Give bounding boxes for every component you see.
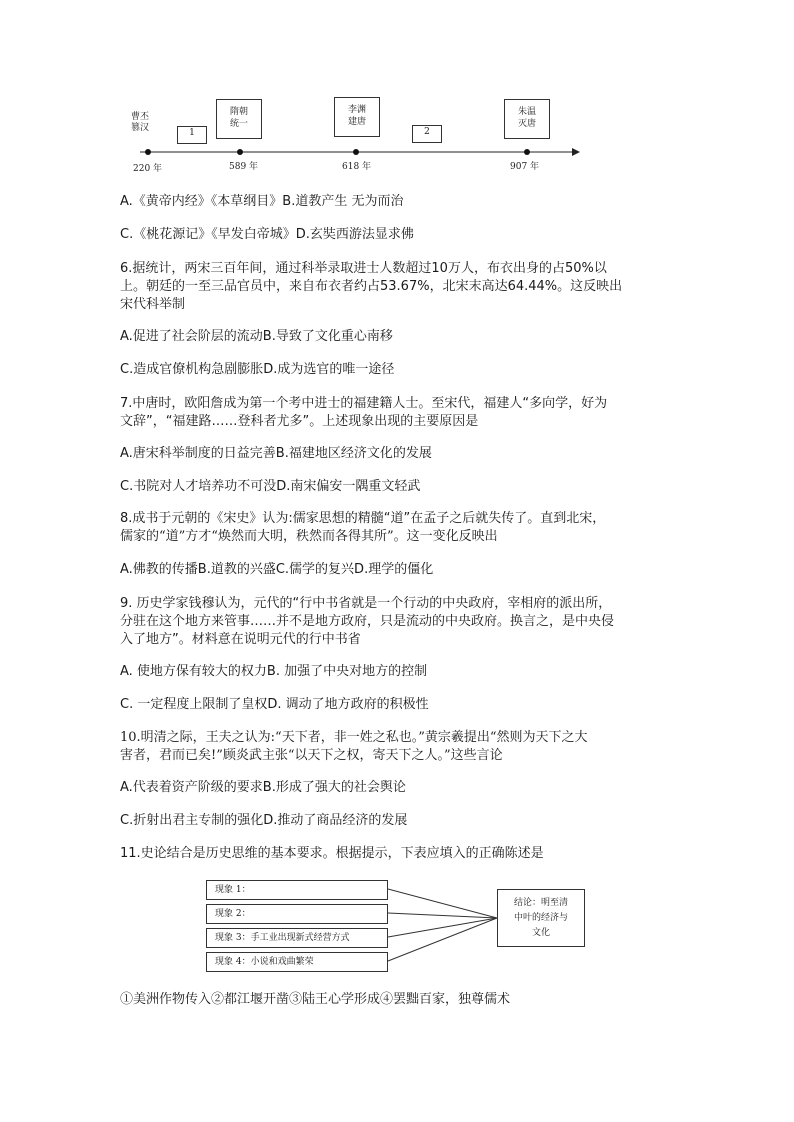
q11-conclusion-line-2: 中叶的经济与: [513, 913, 568, 923]
q8-stem-line-1: 8.成书于元朝的《宋史》认为:儒家思想的精髓“道”在孟子之后就失传了。直到北宋，: [120, 511, 606, 526]
timeline-year-589: 589 年: [229, 162, 259, 172]
timeline-year-220: 220 年: [133, 164, 163, 174]
q6-option-line-1: A.促进了社会阶层的流动B.导致了文化重心南移: [120, 329, 393, 344]
timeline-year-618: 618 年: [342, 162, 372, 172]
q7-stem-line-2: 文辞”，“福建路……登科者尤多”。上述现象出现的主要原因是: [120, 414, 479, 429]
q7-stem-line-1: 7.中唐时，欧阳詹成为第一个考中进士的福建籍人士。至宋代，福建人“多向学，好为: [120, 396, 608, 411]
timeline-label-caopi: 曹丕 篡汉: [131, 112, 150, 133]
q11-conclusion-box: [497, 889, 585, 947]
q6-stem-line-1: 6.据统计，两宋三百年间，通过科举录取进士人数超过10万人，布衣出身的占50%以: [120, 261, 607, 276]
timeline-box-tang: 李渊 建唐: [334, 97, 380, 137]
timeline-option-line-1: A.《黄帝内经》《本草纲目》B.道教产生 无为而治: [120, 194, 404, 209]
q10-option-line-1: A.代表着资产阶级的要求B.形成了强大的社会舆论: [120, 780, 406, 795]
timeline-box-zhu: 朱温 灭唐: [504, 99, 550, 139]
timeline-blank-box-2: 2: [412, 125, 442, 143]
q7-option-line-2: C.书院对人才培养功不可没D.南宋偏安一隅重文轻武: [120, 479, 421, 494]
q11-conclusion-line-3: 文化: [531, 928, 550, 938]
q6-stem-line-2: 上。朝廷的一至三品官员中，来自布衣者约占53.67%，北宋末高达64.44%。这反映出: [120, 279, 623, 294]
q11-answer-line: ①美洲作物传入②都江堰开凿③陆王心学形成④罢黜百家，独尊儒术: [120, 992, 511, 1007]
q10-stem-line-2: 害者，君而已矣!”顾炎武主张“以天下之权，寄天下之人。”这些言论: [120, 748, 503, 763]
timeline-box-sui: 隋朝 统一: [216, 99, 262, 139]
timeline-year-907: 907 年: [510, 162, 540, 172]
q9-stem-line-3: 入了地方”。材料意在说明元代的行中书省: [120, 632, 361, 647]
q11-phenomenon-2: 现象 2：: [206, 904, 388, 924]
q10-option-line-2: C.折射出君主专制的强化D.推动了商品经济的发展: [120, 813, 408, 828]
q11-stem: 11.史论结合是历史思维的基本要求。根据提示，下表应填入的正确陈述是: [120, 846, 544, 861]
q9-stem-line-1: 9. 历史学家钱穆认为，元代的“行中书省就是一个行动的中央政府，宰相府的派出所，: [120, 596, 612, 611]
timeline-blank-box-1: 1: [177, 126, 207, 144]
q9-stem-line-2: 分驻在这个地方来管事……并不是地方政府，只是流动的中央政府。换言之，是中央侵: [120, 614, 615, 629]
q9-option-line-2: C. 一定程度上限制了皇权D. 调动了地方政府的积极性: [120, 697, 429, 712]
timeline-option-line-2: C.《桃花源记》《早发白帝城》D.玄奘西游法显求佛: [120, 227, 414, 242]
q8-stem-line-2: 儒家的“道”方才“焕然而大明，秩然而各得其所”。这一变化反映出: [120, 529, 498, 544]
q11-phenomenon-4: 现象 4：小说和戏曲繁荣: [206, 952, 388, 972]
q6-option-line-2: C.造成官僚机构急剧膨胀D.成为选官的唯一途径: [120, 362, 395, 377]
q10-stem-line-1: 10.明清之际，王夫之认为:“天下者，非一姓之私也。”黄宗羲提出“然则为天下之大: [120, 730, 588, 745]
q9-option-line-1: A. 使地方保有较大的权力B. 加强了中央对地方的控制: [120, 664, 428, 679]
q11-conclusion-line-1: 结论：明至清: [513, 898, 568, 908]
q11-phenomenon-1: 现象 1：: [206, 880, 388, 900]
q8-option-line-1: A.佛教的传播B.道教的兴盛C.儒学的复兴D.理学的僵化: [120, 562, 434, 577]
q6-stem-line-3: 宋代科举制: [120, 297, 186, 312]
q11-phenomenon-3: 现象 3：手工业出现新式经营方式: [206, 928, 388, 948]
q7-option-line-1: A.唐宋科举制度的日益完善B.福建地区经济文化的发展: [120, 446, 432, 461]
